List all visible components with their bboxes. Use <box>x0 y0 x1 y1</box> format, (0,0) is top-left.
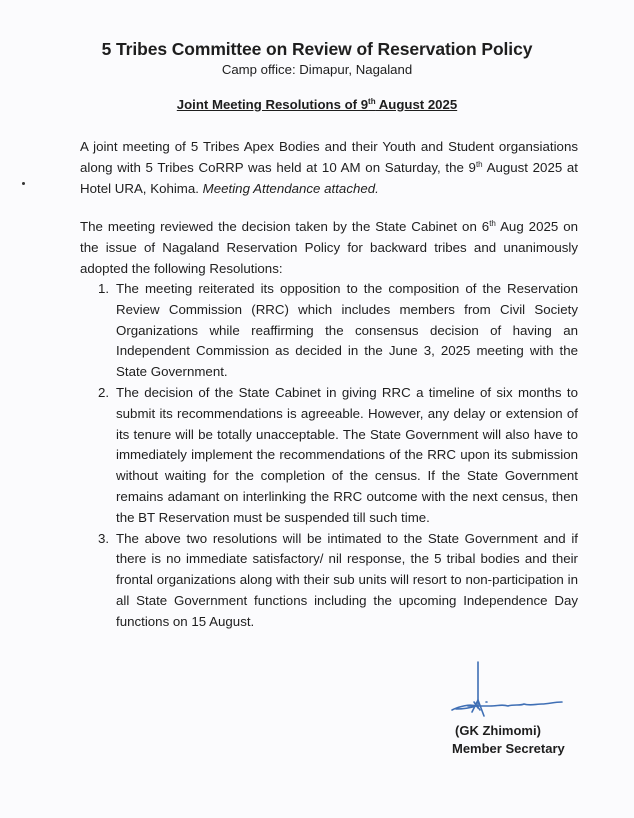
resolution-number: 3. <box>98 530 110 546</box>
resolution-text: The above two resolutions will be intimated to the State Government and if there is no immediate satisfactory/ nil response, the 5 tribal bodies and their frontal organizations along with their sub units will resort to non-participation in all State Government functions including the upcoming Independence Day functions on 15 August. <box>116 530 578 629</box>
p1-sup: th <box>475 159 483 169</box>
document-title: 5 Tribes Committee on Review of Reservation Policy <box>101 39 533 59</box>
camp-office-line: Camp office: Dimapur, Nagaland <box>221 62 413 77</box>
p2-sup: th <box>489 219 496 228</box>
resolution-item <box>98 529 578 633</box>
resolutions-list <box>98 279 578 633</box>
resolution-item <box>98 383 578 529</box>
signatory-role: Member Secretary <box>452 741 565 756</box>
resolution-number: 2. <box>98 384 110 400</box>
resolution-item <box>98 279 578 383</box>
meeting-intro-paragraph <box>80 137 578 199</box>
heading-text: Joint Meeting Resolutions of 9 <box>176 97 369 112</box>
resolution-number: 1. <box>98 281 110 296</box>
attendance-note: Meeting Attendance attached. <box>202 180 379 196</box>
p1-text-b: August 2025 at Hotel URA, Kohima. <box>80 159 578 196</box>
review-paragraph <box>80 217 578 279</box>
signatory-name: (GK Zhimomi) <box>455 723 541 738</box>
resolution-text: The decision of the State Cabinet in giving RRC a timeline of six months to submit its recommendations is agreeable. However, any delay or extension of its tenure will be totally unacceptable. The State Government will also have to immediately implement the recommendations of the RRC upon its submission without waiting for the completion of the census. If the State Government remains adamant on interlinking the RRC outcome with the next census, then the BT Reservation must be suspended till such time. <box>116 384 578 525</box>
p2-text-b: Aug 2025 on the issue of Nagaland Reservation Policy for backward tribes and unanimously adopted the following Resolutions: <box>80 219 578 276</box>
p2-text: The meeting reviewed the decision taken by the State Cabinet on 6 <box>80 219 490 234</box>
resolutions-heading <box>0 97 634 112</box>
signature-icon <box>450 660 570 720</box>
scan-speck <box>22 182 25 185</box>
p1-text: A joint meeting of 5 Tribes Apex Bodies and their Youth and Student organsiations along with 5 Tribes CoRRP was held at 10 AM on Saturday, the 9 <box>80 139 578 175</box>
resolution-text: The meeting reiterated its opposition to the composition of the Reservation Review Commission (RRC) which includes members from Civil Society Organizations while reaffirming the consensus decision of having an Independent Commission as decided in the June 3, 2025 meeting with the State Government. <box>116 281 578 380</box>
heading-suffix: August 2025 <box>375 97 458 112</box>
heading-sup: th <box>368 97 376 106</box>
